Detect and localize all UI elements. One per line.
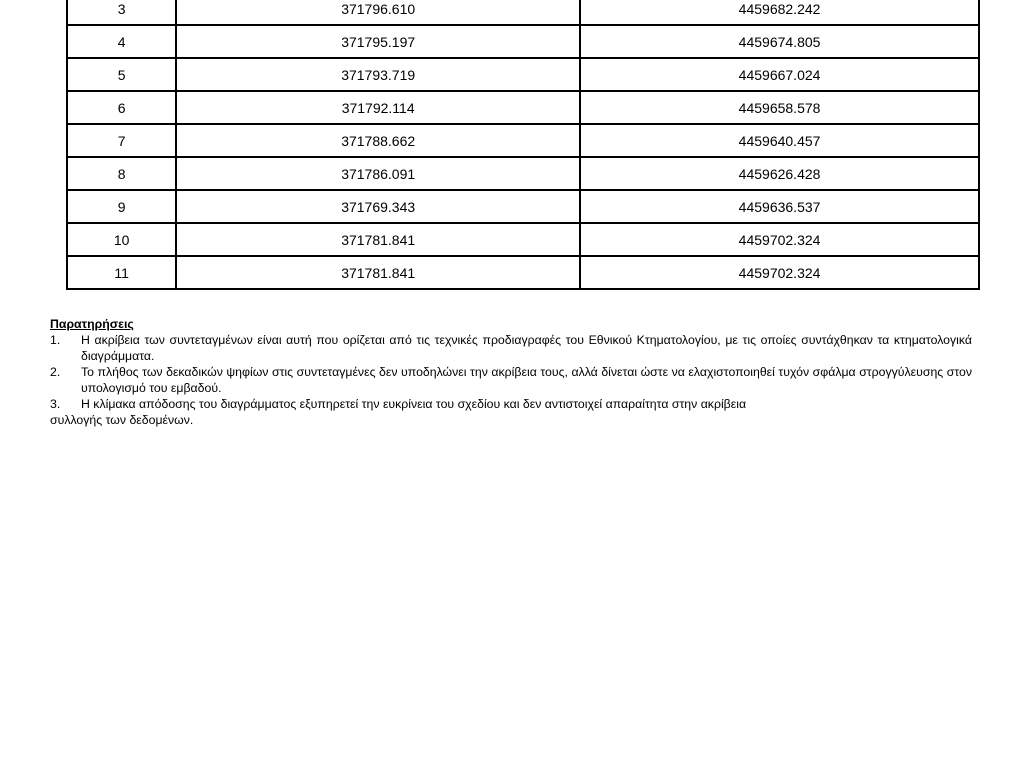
note-item <box>50 364 972 396</box>
note-text: Το πλήθος των δεκαδικών ψηφίων στις συντεταγμένες δεν υποδηλώνει την ακρίβεια τους, αλλά δίνεται ώστε να ελαχιστοποιηθεί τυχόν σφάλμα στρογγύλευσης στον υπολογισμό του εμβαδού. <box>81 365 972 395</box>
y-coordinate-cell: 4459626.428 <box>580 157 979 190</box>
table-row <box>67 256 979 289</box>
y-coordinate-cell: 4459682.242 <box>580 0 979 25</box>
y-coordinate-cell: 4459674.805 <box>580 25 979 58</box>
y-coordinate-cell: 4459658.578 <box>580 91 979 124</box>
x-coordinate-cell: 371792.114 <box>176 91 580 124</box>
y-coordinate-cell: 4459640.457 <box>580 124 979 157</box>
note-number: 2. <box>50 365 61 379</box>
table-row <box>67 124 979 157</box>
table-row <box>67 58 979 91</box>
point-id-cell: 9 <box>67 190 176 223</box>
note-item <box>50 332 972 364</box>
note-number: 3. <box>50 397 61 411</box>
point-id-cell: 5 <box>67 58 176 91</box>
note-text: Η κλίμακα απόδοσης του διαγράμματος εξυπηρετεί την ευκρίνεια του σχεδίου και δεν αντιστοιχεί απαραίτητα στην ακρίβεια <box>81 397 747 411</box>
point-id-cell: 7 <box>67 124 176 157</box>
table-row <box>67 223 979 256</box>
note-text: Η ακρίβεια των συντεταγμένων είναι αυτή που ορίζεται από τις τεχνικές προδιαγραφές του Εθνικού Κτηματολογίου, με τις οποίες συντάχθηκαν τα κτηματολογικά διαγράμματα. <box>81 333 972 363</box>
notes-title: Παρατηρήσεις <box>50 317 134 331</box>
x-coordinate-cell: 371796.610 <box>176 0 580 25</box>
x-coordinate-cell: 371795.197 <box>176 25 580 58</box>
note-item <box>50 396 972 412</box>
table-row <box>67 157 979 190</box>
y-coordinate-cell: 4459667.024 <box>580 58 979 91</box>
x-coordinate-cell: 371781.841 <box>176 223 580 256</box>
table-row <box>67 91 979 124</box>
x-coordinate-cell: 371786.091 <box>176 157 580 190</box>
table-row <box>67 0 979 25</box>
note-continuation-text: συλλογής των δεδομένων. <box>50 413 194 427</box>
point-id-cell: 10 <box>67 223 176 256</box>
point-id-cell: 6 <box>67 91 176 124</box>
x-coordinate-cell: 371769.343 <box>176 190 580 223</box>
x-coordinate-cell: 371781.841 <box>176 256 580 289</box>
y-coordinate-cell: 4459702.324 <box>580 256 979 289</box>
point-id-cell: 3 <box>67 0 176 25</box>
note-number: 1. <box>50 333 61 347</box>
x-coordinate-cell: 371788.662 <box>176 124 580 157</box>
point-id-cell: 8 <box>67 157 176 190</box>
y-coordinate-cell: 4459636.537 <box>580 190 979 223</box>
coordinates-table <box>66 0 980 290</box>
notes-section <box>50 316 972 428</box>
point-id-cell: 11 <box>67 256 176 289</box>
table-row <box>67 190 979 223</box>
point-id-cell: 4 <box>67 25 176 58</box>
y-coordinate-cell: 4459702.324 <box>580 223 979 256</box>
x-coordinate-cell: 371793.719 <box>176 58 580 91</box>
table-row <box>67 25 979 58</box>
